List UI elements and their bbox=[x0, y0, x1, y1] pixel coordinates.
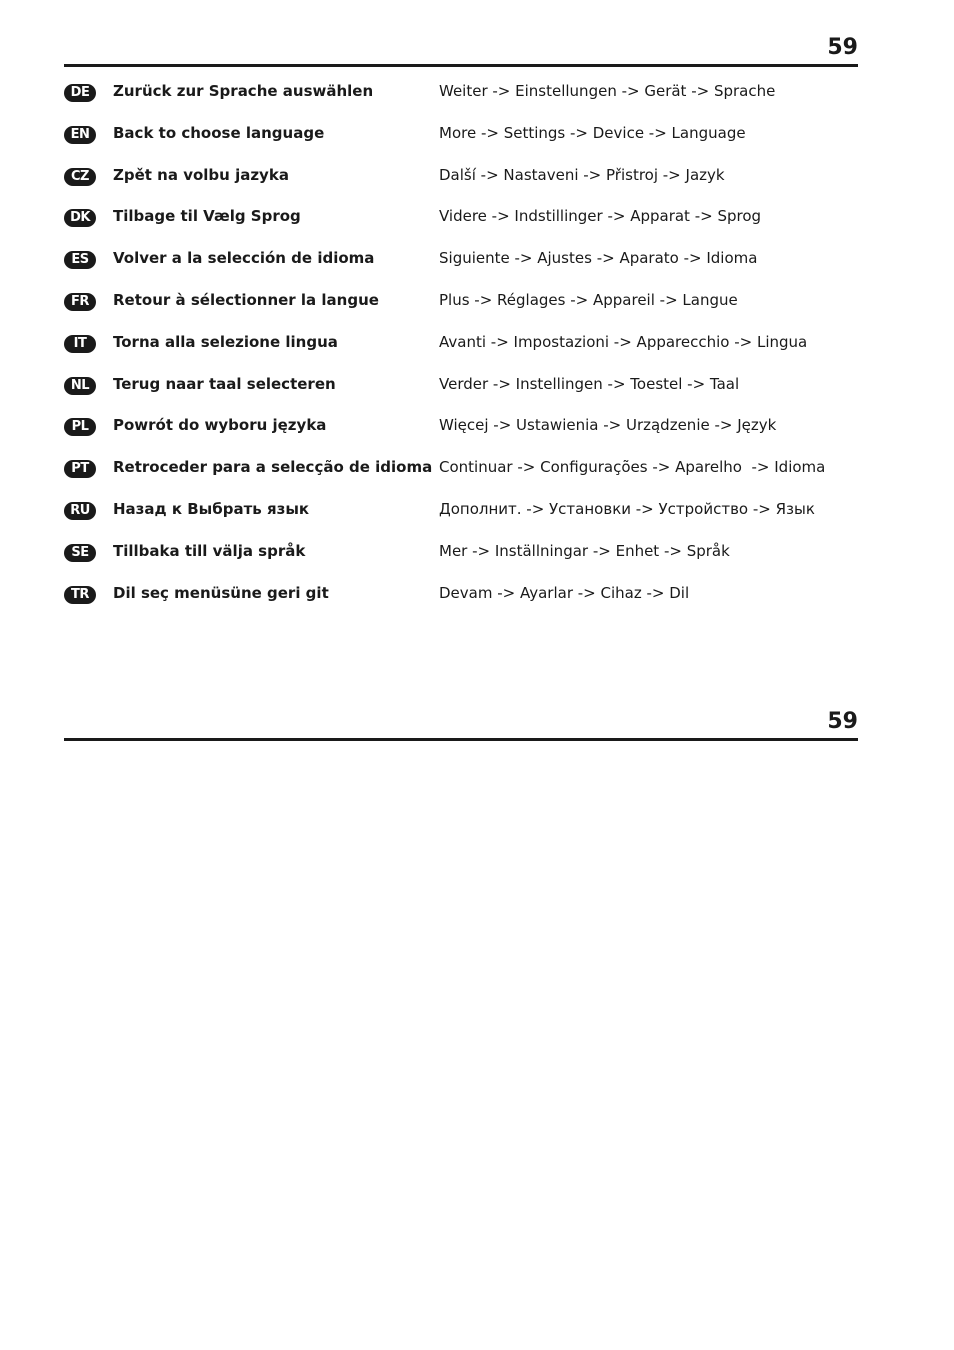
menu-path: More -> Settings -> Device -> Language bbox=[439, 123, 746, 142]
menu-path: Devam -> Ayarlar -> Cihaz -> Dil bbox=[439, 583, 690, 602]
language-row-ru bbox=[64, 490, 858, 532]
row-label: Zpět na volbu jazyka bbox=[113, 165, 289, 184]
language-row-fr bbox=[64, 281, 858, 323]
language-badge-icon: EN bbox=[64, 126, 96, 144]
language-badge-icon: RU bbox=[64, 502, 96, 520]
row-label: Dil seç menüsüne geri git bbox=[113, 583, 329, 602]
row-label: Tilbage til Vælg Sprog bbox=[113, 207, 301, 226]
language-row-en bbox=[64, 114, 858, 156]
language-row-pt bbox=[64, 448, 858, 490]
menu-path: Avanti -> Impostazioni -> Apparecchio -> Lingua bbox=[439, 332, 808, 351]
menu-path: Więcej -> Ustawienia -> Urządzenie -> Język bbox=[439, 416, 777, 435]
language-badge-icon: FR bbox=[64, 293, 96, 311]
page-number: 59 bbox=[827, 709, 858, 734]
language-row-tr bbox=[64, 574, 858, 616]
language-instructions-list bbox=[64, 72, 858, 615]
row-label: Zurück zur Sprache auswählen bbox=[113, 82, 374, 100]
row-label: Powrót do wyboru języka bbox=[113, 416, 327, 435]
language-badge-icon: ES bbox=[64, 251, 96, 269]
menu-path: Plus -> Réglages -> Appareil -> Langue bbox=[439, 290, 738, 309]
row-label: Back to choose language bbox=[113, 123, 325, 142]
language-badge-icon: PL bbox=[64, 418, 96, 436]
language-badge-icon: TR bbox=[64, 586, 96, 604]
language-badge-icon: IT bbox=[64, 335, 96, 353]
language-row-nl bbox=[64, 365, 858, 407]
row-label: Назад к Выбрать язык bbox=[113, 499, 310, 518]
page-number: 59 bbox=[827, 35, 858, 60]
language-row-pl bbox=[64, 406, 858, 448]
menu-path: Mer -> Inställningar -> Enhet -> Språk bbox=[439, 541, 730, 560]
language-badge-icon: NL bbox=[64, 377, 96, 395]
menu-path: Continuar -> Configurações -> Aparelho -> Idioma bbox=[439, 458, 826, 477]
menu-path: Siguiente -> Ajustes -> Aparato -> Idioma bbox=[439, 249, 758, 268]
row-label: Retroceder para a selecção de idioma bbox=[113, 458, 433, 477]
page-header-bottom bbox=[64, 708, 858, 741]
row-label: Retour à sélectionner la langue bbox=[113, 290, 379, 309]
page-header-top bbox=[64, 34, 858, 67]
language-row-es bbox=[64, 239, 858, 281]
language-row-it bbox=[64, 323, 858, 365]
language-badge-icon: SE bbox=[64, 544, 96, 562]
row-label: Torna alla selezione lingua bbox=[113, 332, 338, 351]
row-label: Terug naar taal selecteren bbox=[113, 374, 336, 393]
menu-path: Verder -> Instellingen -> Toestel -> Taal bbox=[439, 374, 740, 393]
language-badge-icon: DE bbox=[64, 84, 96, 102]
row-label: Volver a la selección de idioma bbox=[113, 249, 375, 268]
language-row-cz bbox=[64, 156, 858, 198]
language-badge-icon: CZ bbox=[64, 168, 96, 186]
language-row-de bbox=[64, 72, 858, 114]
row-label: Tillbaka till välja språk bbox=[113, 541, 306, 560]
menu-path: Další -> Nastaveni -> Přistroj -> Jazyk bbox=[439, 165, 725, 184]
menu-path: Дополнит. -> Установки -> Устройство -> Язык bbox=[439, 499, 815, 518]
menu-path: Videre -> Indstillinger -> Apparat -> Sprog bbox=[439, 207, 762, 226]
language-badge-icon: PT bbox=[64, 460, 96, 478]
language-row-dk bbox=[64, 197, 858, 239]
language-badge-icon: DK bbox=[64, 209, 96, 227]
menu-path: Weiter -> Einstellungen -> Gerät -> Sprache bbox=[439, 82, 776, 100]
language-row-se bbox=[64, 532, 858, 574]
